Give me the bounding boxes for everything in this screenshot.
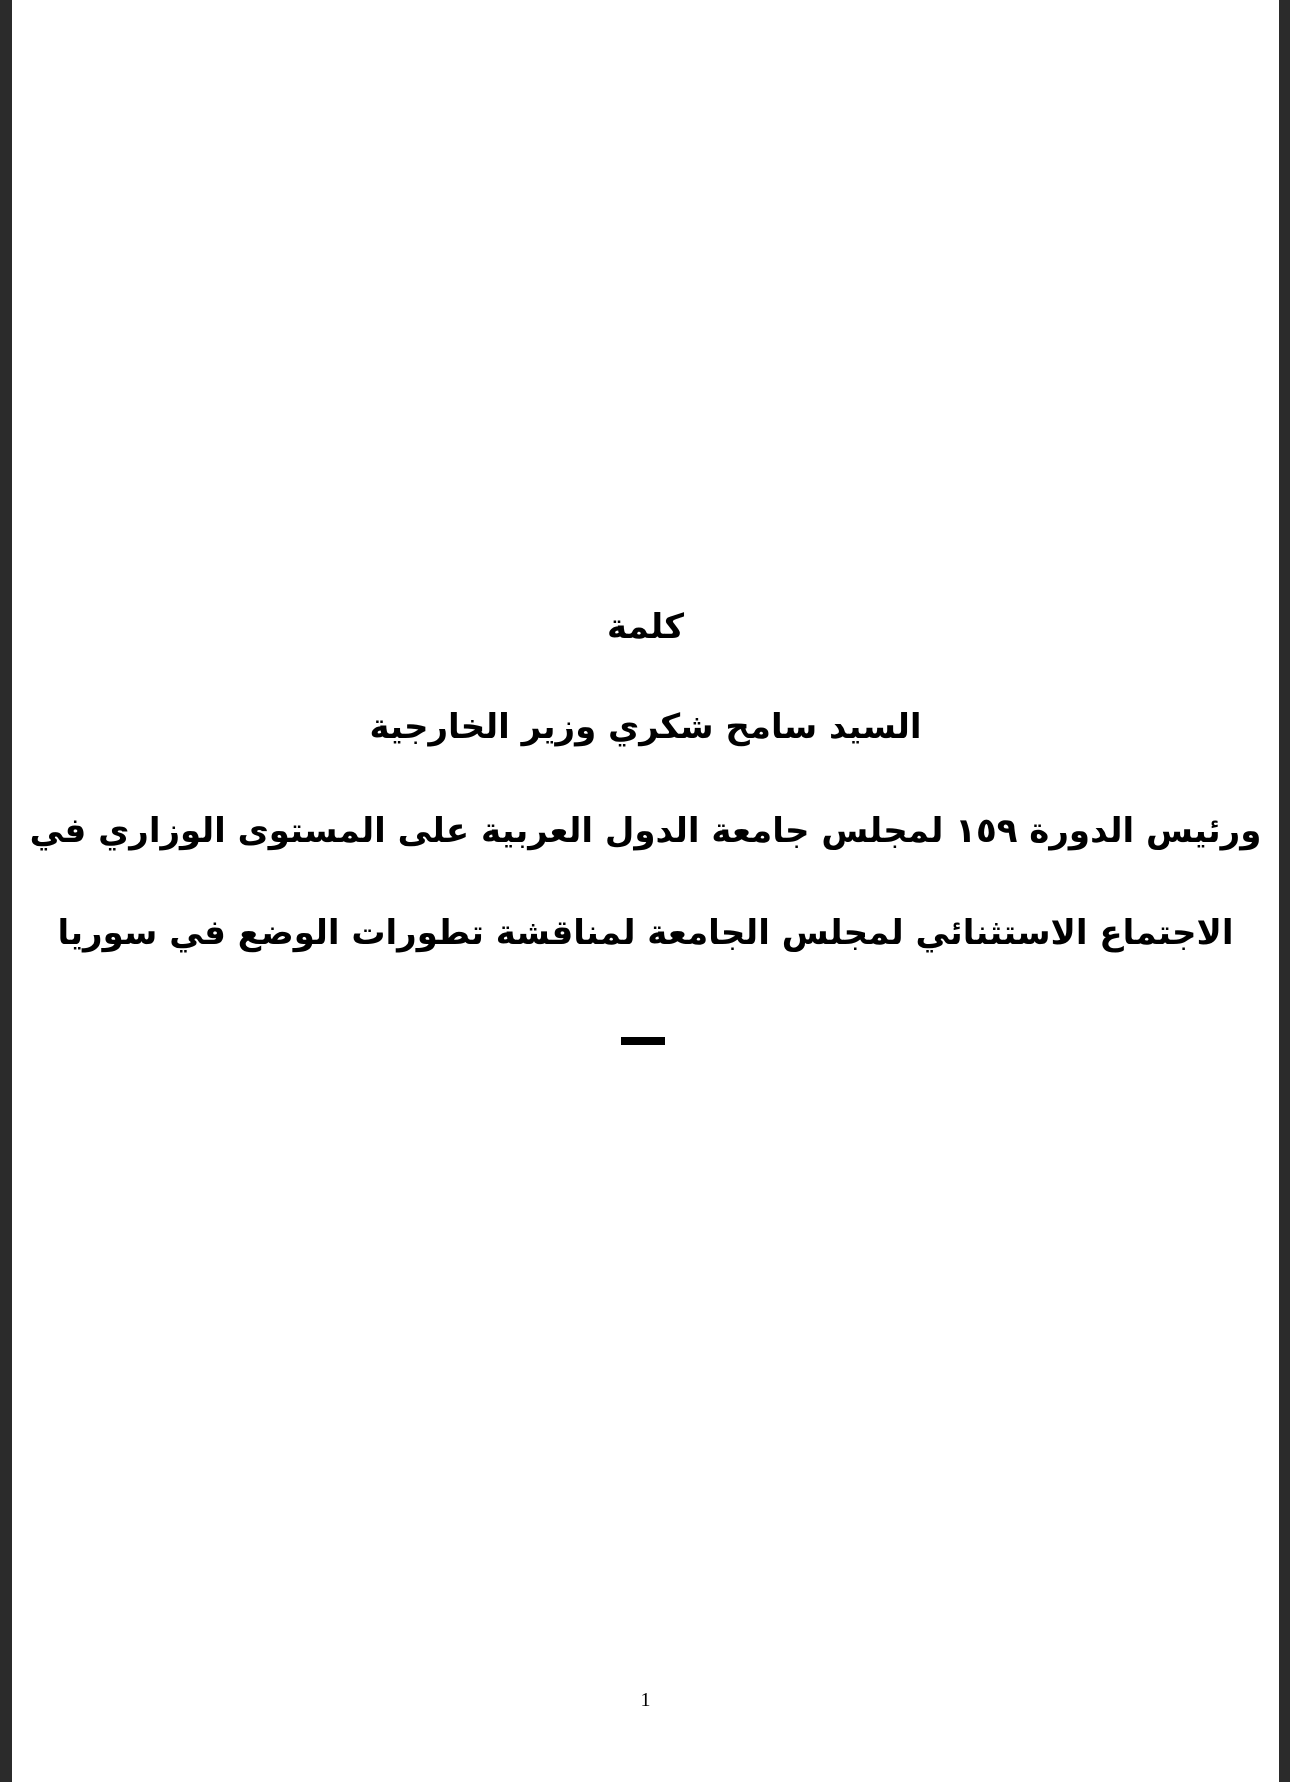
viewer-left-edge [0,0,12,1782]
page-number: 1 [640,1689,651,1711]
separator-dash [621,1037,665,1045]
viewer-right-edge [1279,0,1290,1782]
document-page [12,0,1279,1782]
speaker-role-line: ورئيس الدورة ١٥٩ لمجلس جامعة الدول العربية على المستوى الوزاري في [29,811,1262,851]
speaker-name-line: السيد سامح شكري وزير الخارجية [369,707,922,747]
meeting-description-line: الاجتماع الاستثنائي لمجلس الجامعة لمناقشة تطورات الوضع في سوريا [57,913,1234,953]
speech-heading: كلمة [606,607,685,647]
